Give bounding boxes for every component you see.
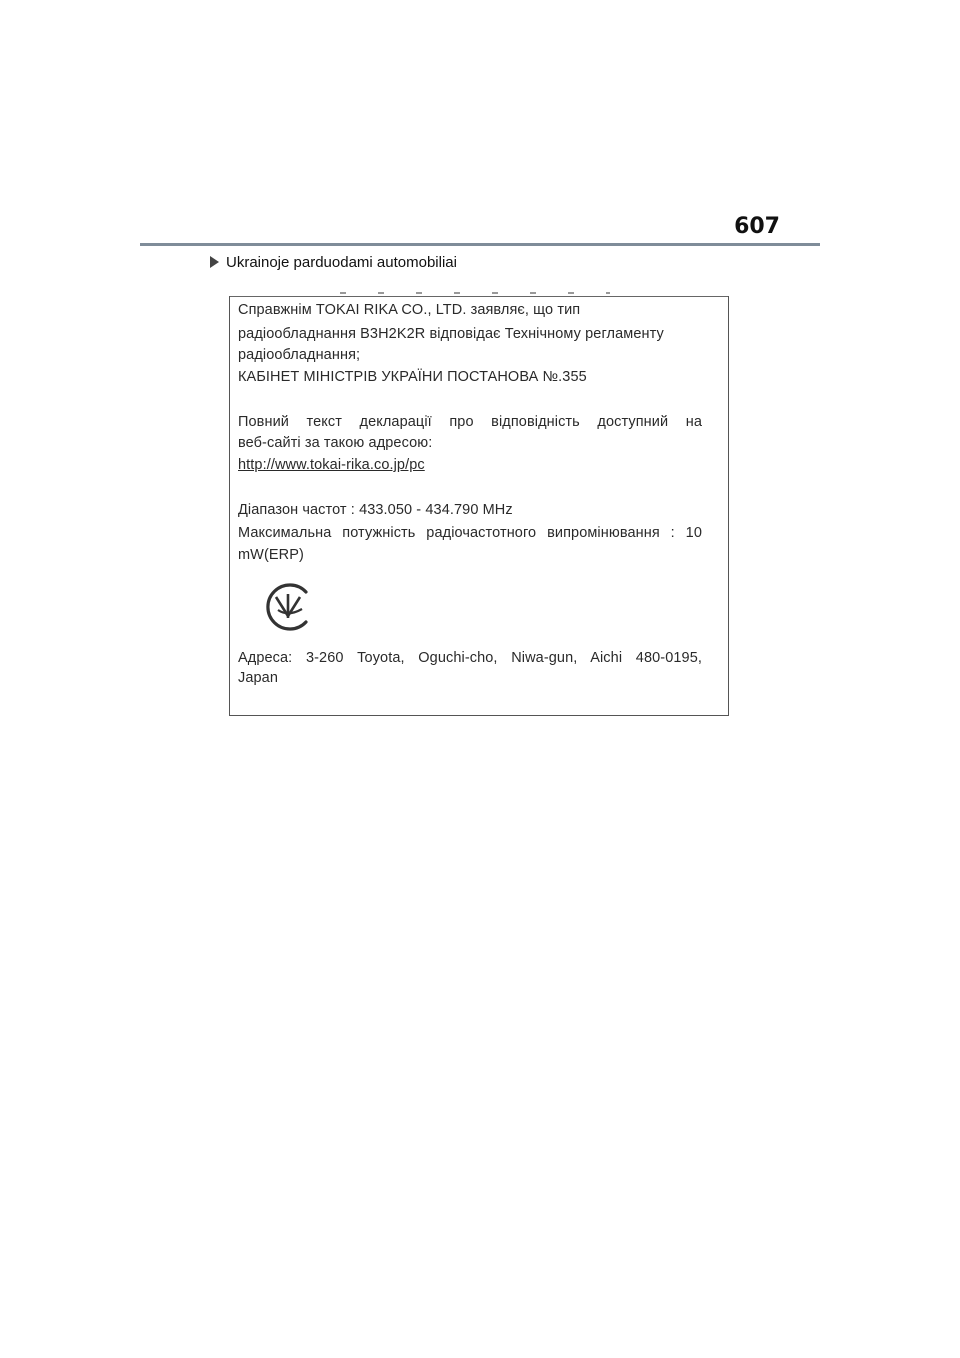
declaration-line: Повний текст декларації про відповідність доступний на xyxy=(238,414,702,430)
max-power-unit-line: mW(ERP) xyxy=(238,547,304,563)
address-country-line: Japan xyxy=(238,670,279,686)
declaration-line: радіообладнання B3H2K2R відповідає Технічному регламенту xyxy=(238,326,664,342)
triangle-arrow-icon xyxy=(210,256,219,268)
max-power-line: Максимальна потужність радіочастотного випромінювання : 10 xyxy=(238,525,702,541)
scan-top-dashes xyxy=(340,292,610,294)
declaration-line: Справжнім TOKAI RIKA CO., LTD. заявляє, що тип xyxy=(238,302,581,318)
ukrainian-conformity-mark-icon xyxy=(261,580,315,634)
frequency-range-line: Діапазон частот : 433.050 - 434.790 MHz xyxy=(238,502,513,518)
section-heading-text: Ukrainoje parduodami automobiliai xyxy=(226,254,457,271)
page-number: 607 xyxy=(734,214,780,239)
declaration-url-link[interactable]: http://www.tokai-rika.co.jp/pc xyxy=(238,457,425,473)
declaration-line: радіообладнання; xyxy=(238,347,361,363)
declaration-line: веб-сайті за такою адресою: xyxy=(238,435,433,451)
address-line: Адреса: 3-260 Toyota, Oguchi-cho, Niwa-gun, Aichi 480-0195, xyxy=(238,650,702,666)
section-heading xyxy=(210,254,457,271)
declaration-line: КАБІНЕТ МІНІСТРІВ УКРАЇНИ ПОСТАНОВА №.355 xyxy=(238,369,587,385)
header-rule xyxy=(140,243,820,246)
